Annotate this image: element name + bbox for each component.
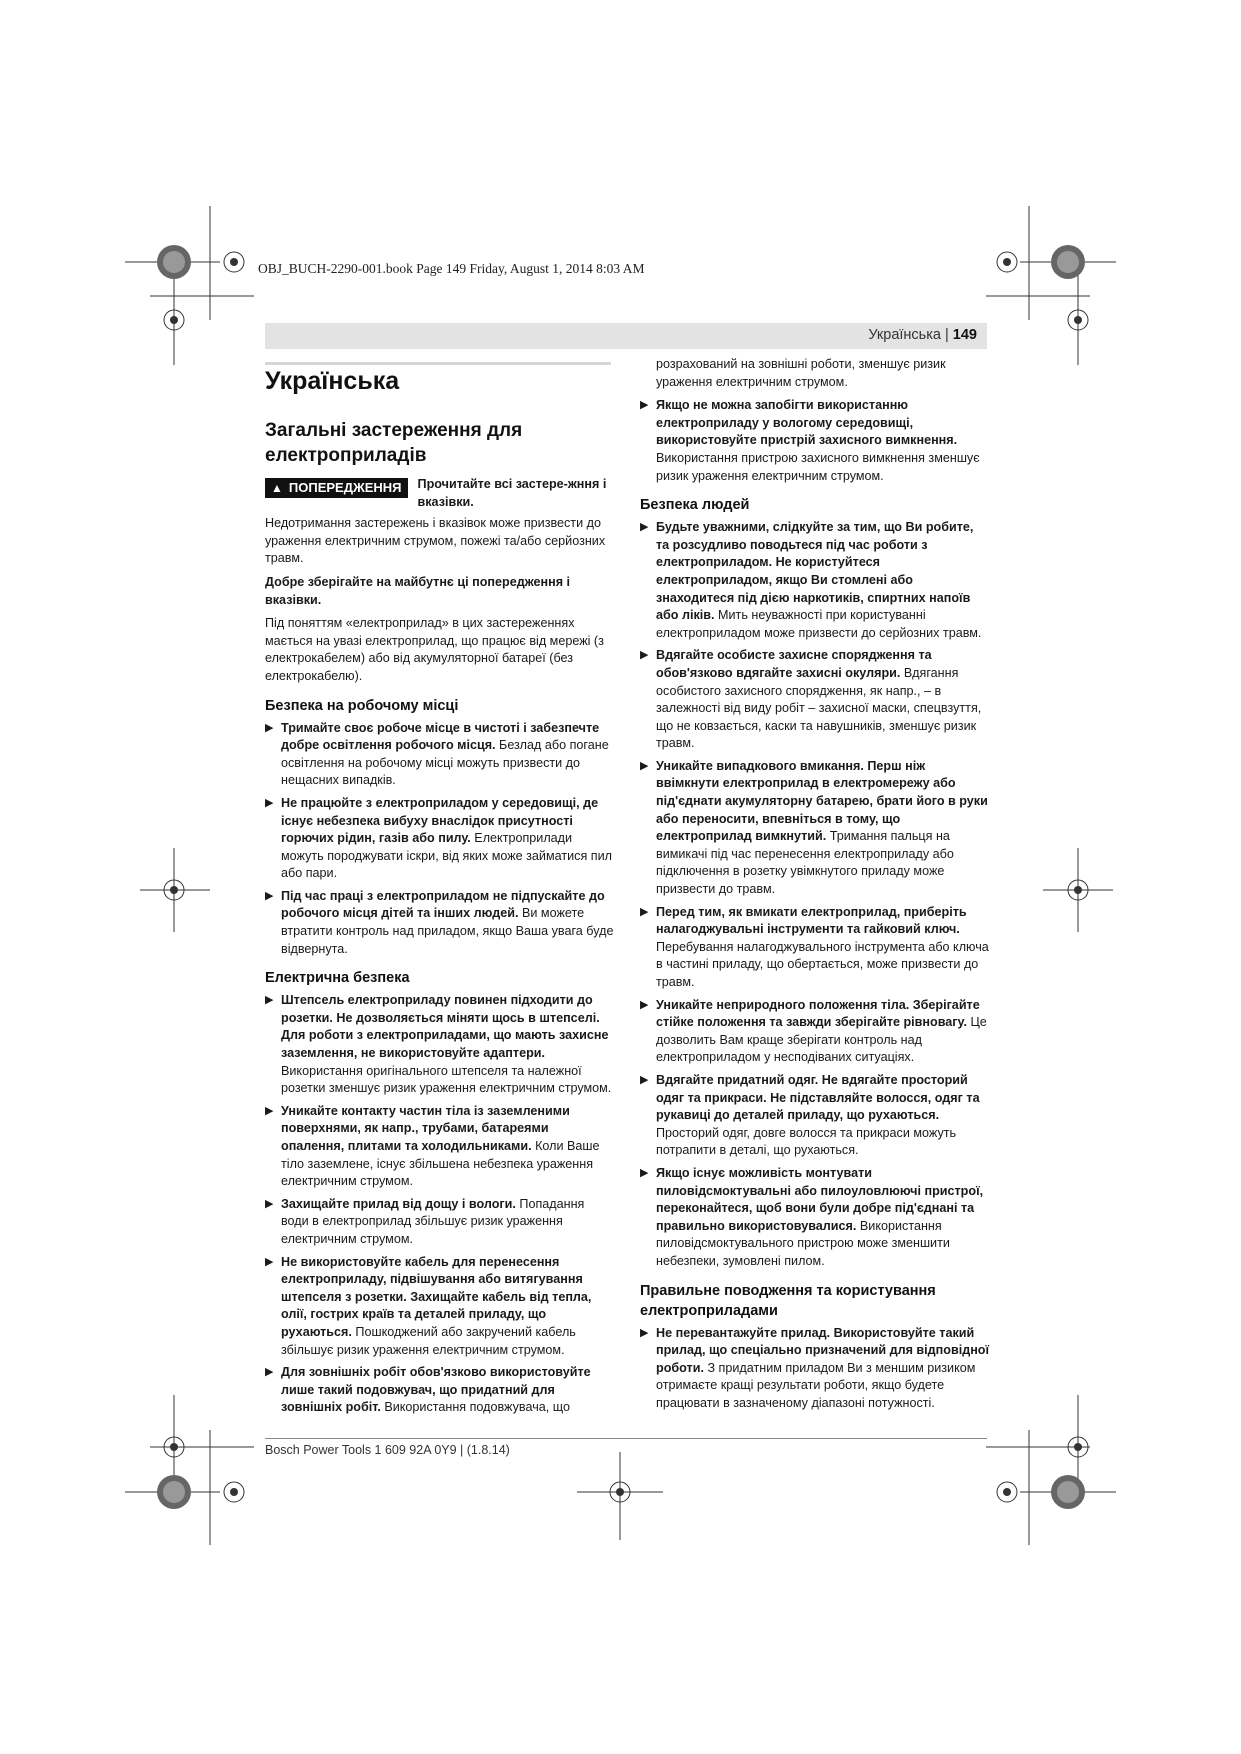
item-text: Використання пиловідсмоктувального пристрою може зменшити небезпеки, зумовлені пилом. [656,1218,950,1268]
item-text: Використання оригінального штепселя та належної розетки зменшує ризик ураження електричним струмом. [281,1063,612,1096]
right-column [640,356,990,1417]
bullet-arrow-icon: ▶ [265,796,274,809]
item-text: Перебування налагоджувального інструмента або ключа в частині приладу, що обертається, може призвести до травм. [656,939,989,989]
bullet-arrow-icon: ▶ [640,1073,649,1086]
item-bold: Не використовуйте кабель для перенесення електроприладу, підвішування або витягування штепселя з розетки. Захищайте кабель від тепла, олії, гострих країв та деталей приладу, що рухаються. [281,1254,592,1339]
bullet-arrow-icon: ▶ [640,649,649,662]
item-bold: Не перевантажуйте прилад. Використовуйте такий прилад, що спеціально призначений для відповідної роботи. [656,1325,990,1375]
bullet-arrow-icon: ▶ [640,1326,649,1339]
item-text: Ви можете втратити контроль над приладом, якщо Ваша увага буде відвернута. [281,906,614,956]
bullet-arrow-icon: ▶ [640,521,649,534]
title-rule [265,362,611,365]
page-header [265,323,987,349]
bullet-arrow-icon: ▶ [640,1166,649,1179]
section-title: Загальні застереження для електроприладів [265,420,523,466]
item-bold: Перед тим, як вмикати електроприлад, приберіть налагоджувальні інструменти та гайковий ключ. [656,904,967,937]
book-metadata-line: OBJ_BUCH-2290-001.book Page 149 Friday, August 1, 2014 8:03 AM [258,261,645,276]
list-item [640,1325,990,1413]
bullet-arrow-icon: ▶ [640,399,649,412]
list-item [265,888,615,958]
item-text: Це дозволить Вам краще зберігати контроль над електроприладом у несподіваних ситуаціях. [656,1015,987,1065]
people-heading: Безпека людей [640,497,750,514]
workplace-heading: Безпека на робочому місці [265,697,459,714]
item-text: Вдягання особистого захисного спорядження, як напр., – в залежності від виду робіт – захисної маски, спецвзуття, що не ковзається, каски та навушників, зменшує ризик травм. [656,665,982,751]
bullet-arrow-icon: ▶ [640,905,649,918]
item-text: Просторий одяг, довге волосся та прикраси можуть потрапити в деталі, що рухаються. [656,1125,957,1158]
warning-block [265,476,615,511]
item-text: Попадання води в електроприлад збільшує ризик ураження електричним струмом. [281,1196,585,1246]
list-item [640,647,990,753]
list-item [265,795,615,883]
item-bold: Тримайте своє робоче місце в чистоті і забезпечте добре освітлення робочого місця. [281,720,600,753]
footer-rule [265,1438,987,1439]
list-item [265,1196,615,1249]
item-text: З придатним приладом Ви з меншим ризиком отримаєте кращі результати роботи, якщо будете працювати в зазначеному діапазоні потужності. [656,1360,976,1410]
item-text: Коли Ваше тіло заземлене, існує збільшена небезпека ураження електричним струмом. [281,1139,600,1189]
list-item [265,1103,615,1191]
bullet-arrow-icon: ▶ [265,1366,274,1379]
list-item [640,519,990,642]
item-bold: Уникайте випадкового вмикання. Перш ніж ввімкнути електроприлад в електромережу або під'єднати акумуляторну батарею, брати його в руки або переносити, впевніться в тому, що електроприлад вимкнутий. [656,758,988,844]
warning-triangle-icon: ▲ [271,481,283,495]
list-item [265,720,615,790]
bullet-arrow-icon: ▶ [265,1197,274,1210]
intro-definition: Під поняттям «електроприлад» в цих застереженнях мається на увазі електроприлад, що працює від мережі (з електрокабелем) або від акумуляторної батареї (без електрокабелю). [265,616,604,683]
bullet-arrow-icon: ▶ [640,998,649,1011]
item-bold: Якщо існує можливість монтувати пиловідсмоктувальні або пилоуловлюючі пристрої, переконайтеся, щоб вони були добре під'єднані та правильно використовувалися. [656,1165,984,1233]
item-text: Використання подовжувача, що [380,1400,570,1415]
item-text: Електроприлади можуть породжувати іскри, від яких може займатися пил або пари. [281,831,612,881]
item-bold: Захищайте прилад від дощу і вологи. [281,1196,516,1211]
item-bold: Під час праці з електроприладом не підпускайте до робочого місця дітей та інших людей. [281,888,605,921]
item-bold: Уникайте контакту частин тіла із заземленими поверхнями, як напр., трубами, батареями опалення, плитами та холодильниками. [281,1103,570,1153]
left-column [265,366,615,1422]
list-item [640,1072,990,1160]
list-item [265,1364,615,1417]
bullet-arrow-icon: ▶ [265,889,274,902]
continuation-text: розрахований на зовнішні роботи, зменшує ризик ураження електричним струмом. [656,357,946,389]
item-bold: Штепсель електроприладу повинен підходити до розетки. Не дозволяється міняти щось в штепселі. Для роботи з електроприладами, що мають захисне заземлення, не використовуйте адаптери. [281,993,609,1061]
bullet-arrow-icon: ▶ [640,759,649,772]
item-bold: Не працюйте з електроприладом у середовищі, де існує небезпека вибуху внаслідок присутності горючих рідин, газів або пилу. [281,795,599,846]
list-item [640,397,990,485]
warning-text: Прочитайте всі застере-жння і вказівки. [417,477,607,509]
bullet-arrow-icon: ▶ [265,1104,274,1117]
list-item [640,758,990,899]
item-text: Використання пристрою захисного вимкнення зменшує ризик ураження електричним струмом. [656,450,980,483]
warning-badge [265,478,408,498]
item-bold: Уникайте неприродного положення тіла. Зберігайте стійке положення та завжди зберігайте рівновагу. [656,997,980,1030]
electric-heading: Електрична безпека [265,970,410,987]
item-bold: Будьте уважними, слідкуйте за тим, що Ви робите, та розсудливо поводьтеся під час роботи з електроприладом. Не користуйтеся електроприладом, якщо Ви стомлені або знаходитеся під дією наркотиків, спиртних напоїв або ліків. [656,520,974,623]
page-number: 149 [952,327,977,343]
header-language: Українська [868,327,941,343]
page-footer: Bosch Power Tools 1 609 92A 0Y9 | (1.8.14) [265,1443,510,1457]
item-text: Пошкоджений або закручений кабель збільшує ризик ураження електричним струмом. [281,1324,576,1357]
bullet-arrow-icon: ▶ [265,721,274,734]
item-text: Тримання пальця на вимикачі під час перенесення електроприладу або підключення в розетку увімкнутого приладу може призвести до травм. [656,829,954,897]
intro-paragraph: Недотримання застережень і вказівок може призвести до ураження електричним струмом, пожежі та/або серйозних травм. [265,516,606,566]
item-text: Мить неуважності при користуванні електроприладом може призвести до серйозних травм. [656,608,982,640]
list-item [640,997,990,1067]
item-bold: Вдягайте особисте захисне спорядження та обов'язково вдягайте захисні окуляри. [656,648,932,680]
bullet-arrow-icon: ▶ [265,1255,274,1268]
list-item [640,904,990,992]
header-separator: | [940,327,953,343]
page-title: Українська [265,367,400,395]
list-item [265,1254,615,1360]
item-text: Безлад або погане освітлення на робочому місці можуть призвести до нещасних випадків. [281,738,609,788]
item-bold: Якщо не можна запобігти використанню електроприладу у вологому середовищі, використовуйте пристрій захисного вимкнення. [656,398,958,448]
bullet-arrow-icon: ▶ [265,994,274,1007]
intro-keep-instructions: Добре зберігайте на майбутнє ці попередження і вказівки. [265,574,571,607]
header-text [868,327,977,343]
list-item [640,1165,990,1271]
list-item [265,992,615,1098]
item-bold: Вдягайте придатний одяг. Не вдягайте просторий одяг та прикраси. Не підставляйте волосся, одяг та рукавиці до деталей приладу, що рухаються. [656,1072,980,1123]
item-bold: Для зовнішніх робіт обов'язково використовуйте лише такий подовжувач, що придатний для зовнішніх робіт. [281,1365,591,1415]
handling-heading: Правильне поводження та користування електроприладами [640,1282,936,1319]
warning-badge-label: ПОПЕРЕДЖЕННЯ [288,480,402,495]
